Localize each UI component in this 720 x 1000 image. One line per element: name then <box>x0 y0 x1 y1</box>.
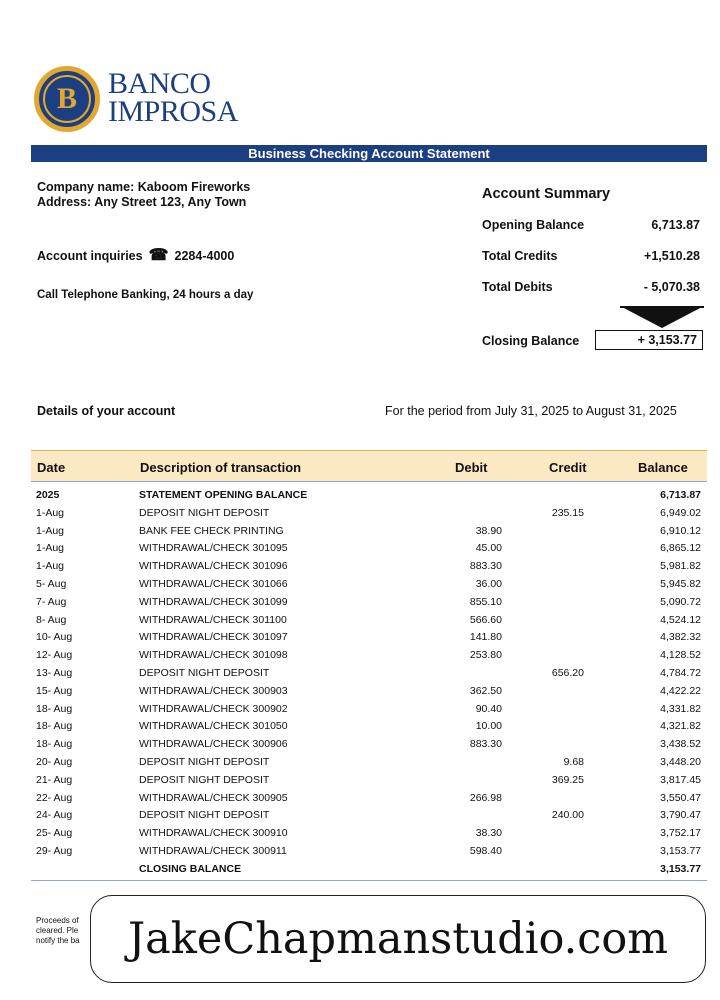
row-description: BANK FEE CHECK PRINTING <box>139 524 284 537</box>
row-balance: 3,153.77 <box>660 844 701 857</box>
row-debit: 38.30 <box>475 827 502 840</box>
header-description: Description of transaction <box>140 460 302 475</box>
total-debits-value: - 5,070.38 <box>643 280 700 294</box>
table-row <box>31 843 707 861</box>
total-debits-row <box>482 280 700 294</box>
row-balance: 5,945.82 <box>660 577 701 590</box>
row-debit: 855.10 <box>469 595 502 608</box>
total-debits-label: Total Debits <box>482 280 553 294</box>
row-description: WITHDRAWAL/CHECK 301050 <box>139 720 288 733</box>
table-row <box>31 718 707 736</box>
telebanking-note: Call Telephone Banking, 24 hours a day <box>37 289 254 301</box>
row-description: WITHDRAWAL/CHECK 301066 <box>139 577 288 590</box>
table-row <box>31 701 707 719</box>
row-description: DEPOSIT NIGHT DEPOSIT <box>139 773 270 786</box>
closing-balance-row <box>482 334 592 348</box>
telephone-icon: ☎ <box>148 247 169 264</box>
row-balance: 3,817.45 <box>660 773 701 786</box>
row-debit: 36.00 <box>475 577 502 590</box>
row-description: WITHDRAWAL/CHECK 301099 <box>139 595 288 608</box>
opening-balance-label: Opening Balance <box>482 218 585 232</box>
row-debit: 266.98 <box>469 791 502 804</box>
row-balance: 4,321.82 <box>660 720 701 733</box>
row-balance: 3,448.20 <box>660 755 701 768</box>
table-row <box>31 683 707 701</box>
logo-wordmark <box>108 67 238 128</box>
row-debit: 566.60 <box>469 613 502 626</box>
watermark-banner: JakeChapmanstudio.com <box>90 895 706 983</box>
total-credits-row <box>482 249 700 263</box>
row-date: 24- Aug <box>36 809 73 822</box>
row-description: WITHDRAWAL/CHECK 300911 <box>139 844 287 857</box>
row-description: DEPOSIT NIGHT DEPOSIT <box>139 755 270 768</box>
row-date: 18- Aug <box>36 702 73 715</box>
transactions-table <box>31 487 707 879</box>
table-bottom-rule <box>31 880 707 881</box>
row-date: 1-Aug <box>36 524 65 537</box>
company-name: Company name: Kaboom Fireworks <box>37 180 251 194</box>
row-date: 21- Aug <box>36 773 73 786</box>
row-balance: 5,090.72 <box>660 595 701 608</box>
table-row <box>31 487 707 505</box>
logo-monogram: B <box>43 75 91 123</box>
customer-info <box>37 180 250 210</box>
row-balance: 6,910.12 <box>660 524 701 537</box>
row-date: 18- Aug <box>36 720 73 733</box>
row-debit: 38.90 <box>475 524 502 537</box>
row-description: STATEMENT OPENING BALANCE <box>139 489 308 501</box>
row-date: 2025 <box>36 489 60 501</box>
row-balance: 4,331.82 <box>660 702 701 715</box>
row-description: CLOSING BALANCE <box>139 862 242 875</box>
row-debit: 253.80 <box>469 649 502 662</box>
row-debit: 362.50 <box>469 684 502 697</box>
transactions-header <box>31 450 707 482</box>
table-row <box>31 825 707 843</box>
row-debit: 883.30 <box>469 560 502 573</box>
row-description: WITHDRAWAL/CHECK 301097 <box>139 631 288 644</box>
header-balance: Balance <box>638 460 688 475</box>
total-credits-value: +1,510.28 <box>644 249 700 263</box>
row-description: WITHDRAWAL/CHECK 301098 <box>139 649 288 662</box>
table-row <box>31 807 707 825</box>
down-arrow-icon <box>620 306 704 328</box>
inquiries-phone: 2284-4000 <box>174 249 235 263</box>
row-credit: 9.68 <box>563 755 584 768</box>
statement-title: Business Checking Account Statement <box>31 145 707 162</box>
row-description: WITHDRAWAL/CHECK 301100 <box>139 613 287 626</box>
row-debit: 10.00 <box>475 720 502 733</box>
row-balance: 4,784.72 <box>660 666 701 679</box>
row-date: 25- Aug <box>36 827 73 840</box>
row-description: WITHDRAWAL/CHECK 300905 <box>139 791 288 804</box>
table-row <box>31 790 707 808</box>
table-row <box>31 576 707 594</box>
row-balance: 3,550.47 <box>660 791 701 804</box>
row-date: 8- Aug <box>36 613 67 626</box>
company-address: Address: Any Street 123, Any Town <box>37 195 247 209</box>
row-balance: 3,752.17 <box>660 827 701 840</box>
closing-balance-label: Closing Balance <box>482 334 580 348</box>
row-date: 15- Aug <box>36 684 73 697</box>
row-date: 1-Aug <box>36 542 65 555</box>
table-row <box>31 861 707 879</box>
row-balance: 5,981.82 <box>660 560 701 573</box>
row-credit: 656.20 <box>551 666 584 679</box>
row-date: 1-Aug <box>36 560 65 573</box>
table-row <box>31 523 707 541</box>
header-credit: Credit <box>549 460 587 475</box>
row-date: 29- Aug <box>36 844 73 857</box>
table-row <box>31 754 707 772</box>
table-row <box>31 540 707 558</box>
account-inquiries <box>37 248 234 264</box>
table-row <box>31 647 707 665</box>
logo-emblem <box>34 66 100 132</box>
row-credit: 369.25 <box>551 773 584 786</box>
row-date: 5- Aug <box>36 577 67 590</box>
statement-period: For the period from July 31, 2025 to August 31, 2025 <box>385 404 677 418</box>
row-balance: 3,438.52 <box>660 738 701 751</box>
row-description: WITHDRAWAL/CHECK 301096 <box>139 560 288 573</box>
table-row <box>31 612 707 630</box>
row-date: 12- Aug <box>36 649 73 662</box>
fine-print: Proceeds of cleared. Ple notify the ba <box>36 916 80 945</box>
header-date: Date <box>37 460 66 475</box>
inquiries-label: Account inquiries <box>37 249 143 263</box>
table-row <box>31 665 707 683</box>
row-credit: 235.15 <box>551 506 584 519</box>
row-date: 13- Aug <box>36 666 73 679</box>
row-description: WITHDRAWAL/CHECK 300903 <box>139 684 288 697</box>
row-description: DEPOSIT NIGHT DEPOSIT <box>139 506 270 519</box>
row-debit: 883.30 <box>469 738 502 751</box>
row-description: WITHDRAWAL/CHECK 300910 <box>139 827 288 840</box>
row-date: 20- Aug <box>36 755 73 768</box>
row-date: 1-Aug <box>36 506 65 519</box>
row-balance: 6,713.87 <box>660 489 701 501</box>
row-debit: 45.00 <box>475 542 502 555</box>
row-date: 22- Aug <box>36 791 73 804</box>
table-row <box>31 505 707 523</box>
row-date: 7- Aug <box>36 595 67 608</box>
table-row <box>31 594 707 612</box>
logo-name-line1: BANCO <box>108 67 211 100</box>
table-row <box>31 736 707 754</box>
opening-balance-row <box>482 218 700 232</box>
table-row <box>31 629 707 647</box>
opening-balance-value: 6,713.87 <box>651 218 700 232</box>
details-label: Details of your account <box>37 404 176 418</box>
bank-logo <box>34 64 254 144</box>
row-balance: 6,949.02 <box>660 506 701 519</box>
row-debit: 598.40 <box>469 844 502 857</box>
row-balance: 6,865.12 <box>660 542 701 555</box>
header-debit: Debit <box>455 460 488 475</box>
logo-name-line2: IMPROSA <box>108 95 238 128</box>
row-balance: 4,422.22 <box>660 684 701 697</box>
account-summary-title: Account Summary <box>482 186 611 202</box>
row-description: DEPOSIT NIGHT DEPOSIT <box>139 666 270 679</box>
row-description: WITHDRAWAL/CHECK 301095 <box>139 542 288 555</box>
table-row <box>31 558 707 576</box>
row-balance: 3,153.77 <box>660 862 701 875</box>
row-debit: 141.80 <box>469 631 502 644</box>
row-balance: 4,128.52 <box>660 649 701 662</box>
row-debit: 90.40 <box>475 702 502 715</box>
row-date: 10- Aug <box>36 631 73 644</box>
row-balance: 4,524.12 <box>660 613 701 626</box>
row-description: DEPOSIT NIGHT DEPOSIT <box>139 809 270 822</box>
row-balance: 3,790.47 <box>660 809 701 822</box>
row-balance: 4,382.32 <box>660 631 701 644</box>
row-date: 18- Aug <box>36 738 73 751</box>
table-row <box>31 772 707 790</box>
closing-balance-value: + 3,153.77 <box>595 330 703 350</box>
row-description: WITHDRAWAL/CHECK 300906 <box>139 738 288 751</box>
total-credits-label: Total Credits <box>482 249 558 263</box>
row-credit: 240.00 <box>551 809 584 822</box>
row-description: WITHDRAWAL/CHECK 300902 <box>139 702 288 715</box>
